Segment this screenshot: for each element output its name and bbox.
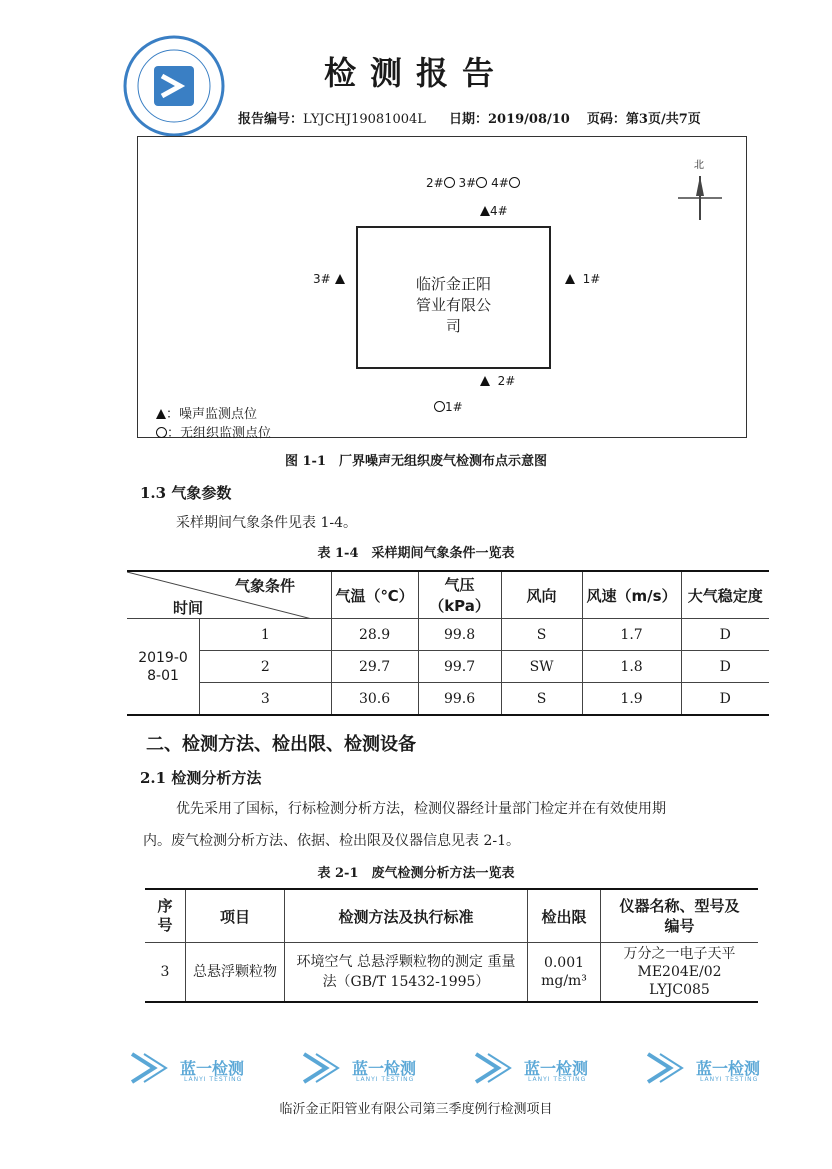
header-instrument	[601, 889, 759, 943]
triangle-icon	[565, 274, 575, 284]
limit-cell	[528, 943, 601, 1003]
gas-point-3: 3#	[458, 176, 477, 190]
building-label	[358, 274, 549, 337]
instrument-name: 万分之一电子天平	[623, 946, 736, 962]
limit-value: 0.001	[543, 955, 585, 971]
legend-gas-label: 无组织监测点位	[180, 426, 272, 441]
date-label: 日期：	[448, 112, 488, 127]
instrument-model: ME204E/02	[637, 964, 722, 980]
brand-sub: LANYI TESTING	[528, 1076, 587, 1083]
instrument-cell	[601, 943, 759, 1003]
paragraph-line-2: 内。废气检测分析方法、依据、检出限及仪器信息见表 2-1。	[143, 833, 520, 849]
header-instrument-label: 仪器名称、型号及编号	[619, 897, 740, 935]
table-row	[145, 943, 758, 1003]
table-caption: 表 1-4 采样期间气象条件一览表	[317, 546, 515, 561]
table-caption: 表 2-1 废气检测分析方法一览表	[317, 866, 515, 881]
gas-point-2: 2#	[426, 176, 444, 190]
triangle-icon	[480, 206, 490, 216]
row-number: 3	[200, 683, 332, 716]
weather-table	[127, 570, 769, 716]
date-cell	[127, 619, 200, 716]
item-cell	[186, 943, 285, 1003]
brand-logo	[300, 1048, 430, 1092]
triangle-icon	[335, 274, 345, 284]
temp-cell: 29.7	[331, 651, 418, 683]
header-item: 项目	[186, 889, 285, 943]
figure-caption: 图 1-1 厂界噪声无组织废气检测布点示意图	[284, 454, 547, 469]
noise-point-left	[313, 272, 345, 286]
pressure-cell: 99.6	[418, 683, 501, 716]
stability-cell: D	[681, 619, 769, 651]
brand-name: 蓝一检测	[180, 1059, 245, 1078]
top-circle-points	[426, 176, 520, 190]
triangle-icon	[480, 376, 490, 386]
stability-cell: D	[681, 683, 769, 716]
header-limit: 检出限	[528, 889, 601, 943]
wind-speed-cell: 1.8	[582, 651, 681, 683]
limit-unit: mg/m³	[541, 973, 587, 989]
noise-point-top-label: 4#	[490, 204, 508, 218]
header-stability: 大气稳定度	[681, 571, 769, 619]
diag-top-label: 气象条件	[235, 577, 296, 595]
brand-name: 蓝一检测	[696, 1059, 761, 1078]
header-pressure: 气压（kPa）	[418, 571, 501, 619]
row-number: 1	[200, 619, 332, 651]
date-value: 2019-08-01	[138, 649, 188, 684]
brand-logo	[644, 1048, 774, 1092]
wind-speed-cell: 1.9	[582, 683, 681, 716]
noise-point-bottom-label: 2#	[497, 374, 516, 388]
gas-point-bottom	[434, 400, 463, 414]
row-number: 2	[200, 651, 332, 683]
report-number: LYJCHJ19081004L	[303, 112, 426, 127]
gas-point-bottom-label: 1#	[445, 400, 463, 414]
circle-icon	[156, 427, 167, 438]
section-heading: 1.3 气象参数	[140, 484, 232, 502]
stability-cell: D	[681, 651, 769, 683]
diag-bottom-label: 时间	[173, 599, 204, 617]
gas-point-4: 4#	[491, 176, 509, 190]
header-temp: 气温（℃）	[331, 571, 418, 619]
report-number-label: 报告编号：	[238, 112, 304, 127]
chapter-heading: 二、检测方法、检出限、检测设备	[146, 734, 416, 755]
building-line: 管业有限公	[415, 296, 491, 314]
page-label: 页码：	[586, 112, 626, 127]
table-header-row	[127, 571, 769, 619]
noise-point-top	[480, 204, 508, 218]
building-line: 临沂金正阳	[415, 275, 491, 293]
temp-cell: 28.9	[331, 619, 418, 651]
header-no-label: 序号	[157, 897, 173, 934]
page-number: 第3页/共7页	[625, 112, 701, 127]
compass-icon	[676, 166, 724, 220]
north-label: 北	[694, 160, 704, 171]
header-wind-dir: 风向	[501, 571, 582, 619]
report-date: 2019/08/10	[487, 112, 570, 127]
brand-sub: LANYI TESTING	[356, 1076, 415, 1083]
subsection-heading: 2.1 检测分析方法	[140, 769, 262, 787]
legend-gas: ：无组织监测点位	[156, 422, 271, 441]
method-cell	[285, 943, 528, 1003]
noise-point-bottom	[480, 374, 515, 388]
brand-sub: LANYI TESTING	[184, 1076, 243, 1083]
legend-noise: ：噪声监测点位	[156, 403, 257, 422]
wind-dir-cell: S	[501, 619, 582, 651]
brand-sub: LANYI TESTING	[700, 1076, 759, 1083]
method-value: 环境空气 总悬浮颗粒物的测定 重量法（GB/T 15432-1995）	[296, 954, 516, 990]
page-title: 检测报告	[323, 54, 508, 92]
report-info-line	[238, 108, 701, 127]
noise-point-right-label: 1#	[582, 272, 601, 286]
legend-noise-label: 噪声监测点位	[179, 407, 258, 422]
table-row	[127, 619, 769, 651]
wind-speed-cell: 1.7	[582, 619, 681, 651]
circle-icon	[509, 177, 520, 188]
circle-icon	[434, 401, 445, 412]
footer-text: 临沂金正阳管业有限公司第三季度例行检测项目	[279, 1102, 553, 1117]
method-table	[145, 888, 758, 1003]
brand-logo	[128, 1048, 258, 1092]
diagonal-header	[127, 571, 331, 619]
header-no	[145, 889, 186, 943]
header-wind-speed: 风速（m/s）	[582, 571, 681, 619]
wind-dir-cell: S	[501, 683, 582, 716]
wind-dir-cell: SW	[501, 651, 582, 683]
section-text: 采样期间气象条件见表 1-4。	[176, 515, 357, 531]
table-row	[127, 683, 769, 716]
brand-name: 蓝一检测	[352, 1059, 417, 1078]
row-number: 3	[145, 943, 186, 1003]
brand-logo	[472, 1048, 602, 1092]
brand-name: 蓝一检测	[524, 1059, 589, 1078]
item-value: 总悬浮颗粒物	[193, 964, 277, 980]
header-method: 检测方法及执行标准	[285, 889, 528, 943]
building-line: 司	[445, 317, 461, 335]
circle-icon	[476, 177, 487, 188]
noise-point-right	[565, 272, 600, 286]
circle-icon	[444, 177, 455, 188]
pressure-cell: 99.7	[418, 651, 501, 683]
factory-building	[356, 226, 551, 369]
table-header-row	[145, 889, 758, 943]
table-row	[127, 651, 769, 683]
temp-cell: 30.6	[331, 683, 418, 716]
noise-point-left-label: 3#	[313, 272, 331, 286]
instrument-id: LYJC085	[649, 982, 710, 998]
paragraph-line-1: 优先采用了国标，行标检测分析方法，检测仪器经计量部门检定并在有效使用期	[176, 801, 666, 817]
triangle-icon	[156, 409, 166, 419]
pressure-cell: 99.8	[418, 619, 501, 651]
